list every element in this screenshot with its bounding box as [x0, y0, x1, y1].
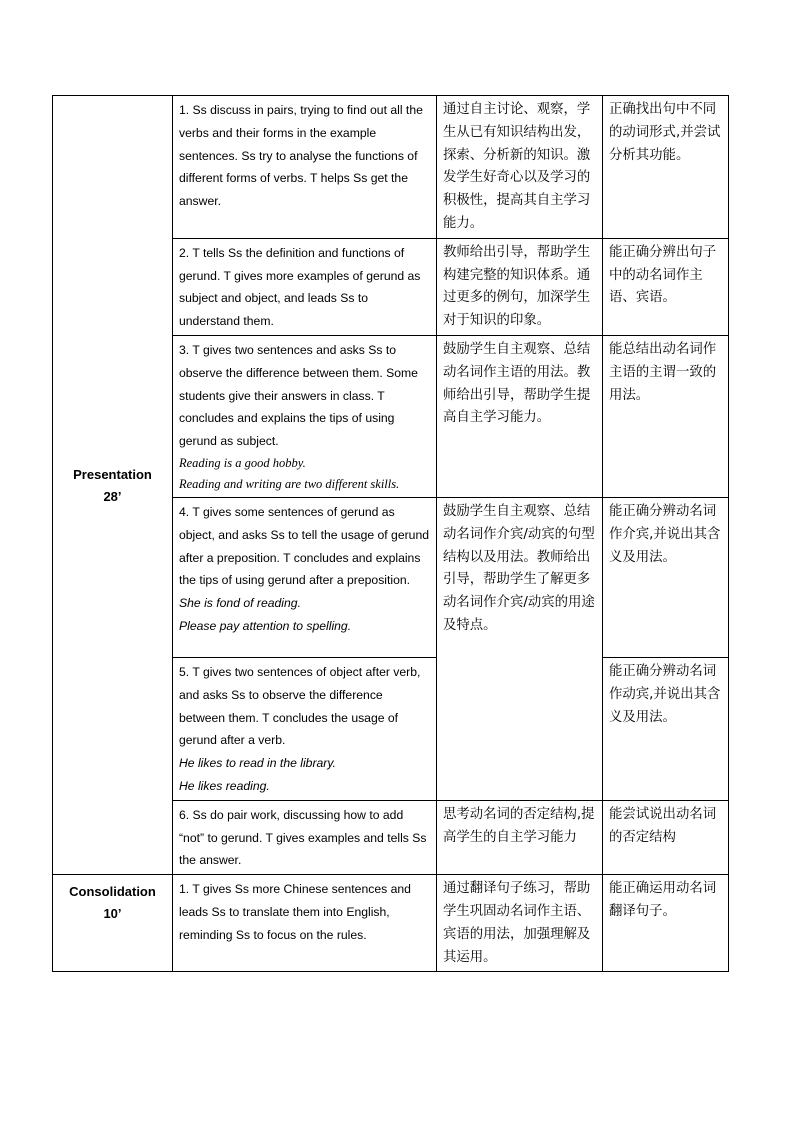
goal-cell: [603, 800, 729, 874]
procedure-text: 5. T gives two sentences of object after verb, and asks Ss to observe the difference between them. T concludes the usage of gerund after a verb.: [179, 664, 421, 748]
lesson-plan-table: [52, 95, 729, 972]
goal-text: 能正确分辨动名词作介宾,并说出其含义及用法。: [609, 503, 721, 565]
purpose-cell: [437, 875, 603, 972]
goal-text: 能正确分辨动名词作动宾,并说出其含义及用法。: [609, 663, 721, 725]
stage-time: 10’: [103, 906, 122, 922]
goal-text: 正确找出句中不同的动词形式,并尝试分析其功能。: [609, 102, 721, 163]
goal-cell: [603, 497, 729, 657]
example-sentence: She is fond of reading.: [179, 596, 301, 611]
stage-time: 28’: [103, 488, 122, 504]
purpose-cell: [437, 497, 603, 800]
procedure-text: 1. T gives Ss more Chinese sentences and leads Ss to translate them into English, reminding Ss to focus on the rules.: [179, 882, 411, 942]
procedure-cell: [173, 875, 437, 972]
example-sentence: Reading is a good hobby.: [179, 455, 306, 470]
goal-cell: [603, 96, 729, 239]
procedure-cell: [173, 657, 437, 800]
goal-cell: [603, 335, 729, 497]
table-row: [53, 875, 729, 972]
example-sentence: He likes to read in the library.: [179, 756, 336, 771]
purpose-cell: [437, 238, 603, 335]
procedure-cell: [173, 800, 437, 874]
procedure-text: 3. T gives two sentences and asks Ss to observe the difference between them. Some students give their answers in class. T concludes and explains the tips of using gerund as subject.: [179, 342, 418, 449]
procedure-text: 2. T tells Ss the definition and functions of gerund. T gives more examples of gerund as subject and object, and leads Ss to understand them.: [179, 245, 421, 329]
purpose-cell: [437, 335, 603, 497]
purpose-text: 鼓励学生自主观察、总结动名词作介宾/动宾的句型结构以及用法。教师给出引导，帮助学生了解更多动名词作介宾/动宾的用途及特点。: [443, 503, 595, 633]
stage-name: Presentation: [73, 466, 152, 482]
purpose-text: 教师给出引导，帮助学生构建完整的知识体系。通过更多的例句，加深学生对于知识的印象。: [443, 244, 591, 329]
purpose-text: 通过自主讨论、观察，学生从已有知识结构出发，探索、分析新的知识。激发学生好奇心以及学习的积极性，提高其自主学习能力。: [443, 102, 591, 231]
goal-text: 能正确分辨出句子中的动名词作主语、宾语。: [609, 244, 717, 306]
example-sentence: Please pay attention to spelling.: [179, 618, 352, 633]
purpose-cell: [437, 96, 603, 239]
table-row: [53, 96, 729, 239]
stage-cell-presentation: [53, 96, 173, 875]
goal-cell: [603, 875, 729, 972]
procedure-text: 1. Ss discuss in pairs, trying to find out all the verbs and their forms in the example sentences. Ss try to analyse the functions of different forms of verbs. T helps Ss get the answer.: [179, 103, 423, 209]
goal-cell: [603, 238, 729, 335]
purpose-text: 思考动名词的否定结构,提高学生的自主学习能力: [443, 806, 595, 845]
procedure-cell: [173, 96, 437, 239]
stage-name: Consolidation: [69, 884, 156, 900]
procedure-cell: [173, 335, 437, 497]
procedure-cell: [173, 238, 437, 335]
purpose-text: 鼓励学生自主观察、总结动名词作主语的用法。教师给出引导，帮助学生提高自主学习能力。: [443, 341, 591, 426]
purpose-text: 通过翻译句子练习，帮助学生巩固动名词作主语、宾语的用法，加强理解及其运用。: [443, 881, 591, 965]
procedure-cell: [173, 497, 437, 657]
example-sentence: He likes reading.: [179, 778, 270, 793]
procedure-text: 4. T gives some sentences of gerund as object, and asks Ss to tell the usage of gerund after a preposition. T concludes and explains the tips of using gerund after a preposition.: [179, 504, 430, 588]
goal-cell: [603, 657, 729, 800]
example-sentence: Reading and writing are two different skills.: [179, 476, 400, 491]
goal-text: 能尝试说出动名词的否定结构: [609, 806, 717, 845]
procedure-text: 6. Ss do pair work, discussing how to add “not” to gerund. T gives examples and tells Ss the answer.: [179, 807, 427, 868]
purpose-cell: [437, 800, 603, 874]
stage-cell-consolidation: [53, 875, 173, 972]
goal-text: 能正确运用动名词翻译句子。: [609, 881, 717, 919]
goal-text: 能总结出动名词作主语的主谓一致的用法。: [609, 341, 717, 403]
